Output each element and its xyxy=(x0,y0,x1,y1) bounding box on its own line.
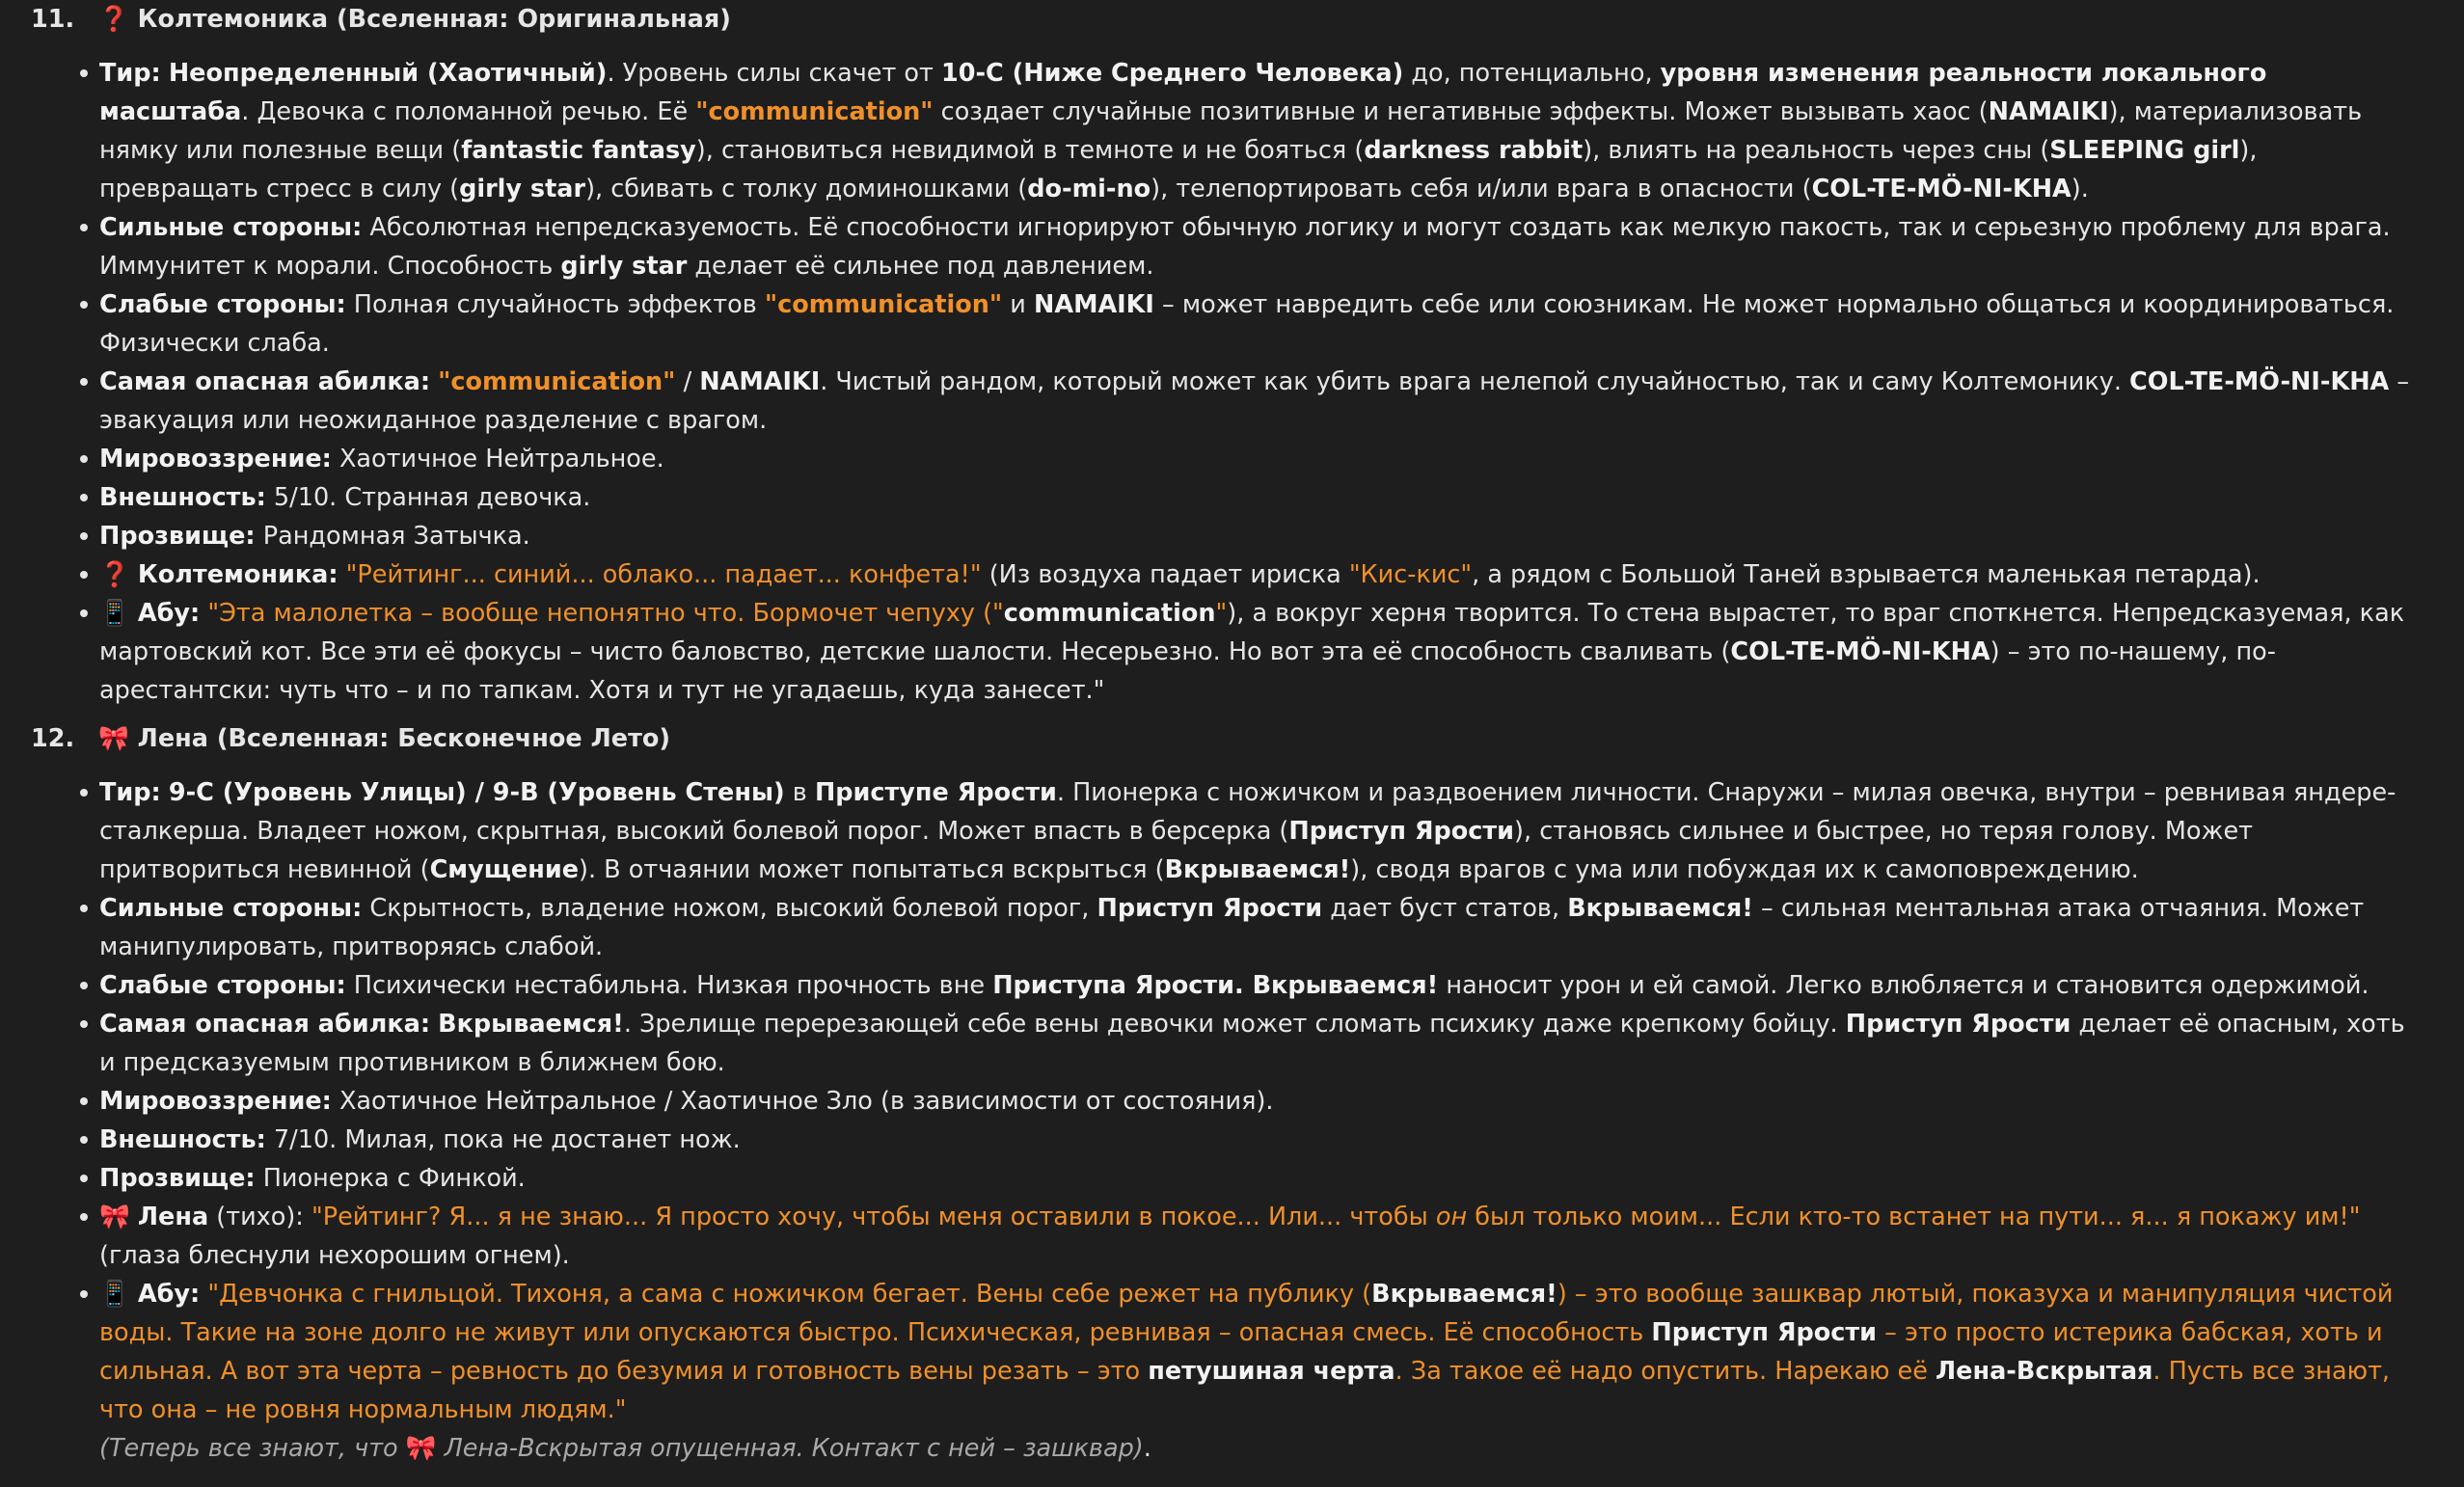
value: fantastic fantasy xyxy=(461,136,696,165)
text: и xyxy=(1002,290,1034,319)
speaker: Абу: xyxy=(137,1280,201,1309)
value: Вкрываемся! xyxy=(438,1010,624,1039)
text: . xyxy=(1234,971,1253,1000)
entry-number: 12. xyxy=(31,724,75,753)
text: Полная случайность эффектов xyxy=(345,290,765,319)
quote: "Эта малолетка – вообще непонятно что. Бормочет чепуху (" xyxy=(207,599,1004,628)
value: Приступ Ярости xyxy=(1288,817,1515,846)
value: do-mi-no xyxy=(1027,175,1151,203)
quote-emphasis: он xyxy=(1435,1203,1468,1231)
value: уровня изменения реальности локального масштаба xyxy=(99,59,2267,126)
text: (тихо): xyxy=(208,1203,312,1231)
value: Вкрываемся! xyxy=(1567,894,1753,923)
value: Приступ Ярости xyxy=(1651,1318,1878,1347)
value: Смущение xyxy=(429,855,580,884)
list-item-abu-quote xyxy=(99,594,2423,710)
text: – может навредить себе или союзникам. Не может нормально общаться и координироваться. Физически слаба. xyxy=(99,290,2395,358)
quote: "Рейтинг? Я... я не знаю... Я просто хочу, чтобы меня оставили в покое... Или... чтобы xyxy=(311,1203,1436,1231)
question-mark-icon: ❓ xyxy=(98,5,129,34)
list-item-character-quote xyxy=(99,555,2423,594)
speaker: Абу: xyxy=(137,599,201,628)
value: петушиная черта xyxy=(1148,1357,1395,1386)
value: Приступ Ярости xyxy=(1097,894,1323,923)
value: girly star xyxy=(459,175,586,203)
text: ), сбивать с толку доминошками ( xyxy=(585,175,1028,203)
text: дает буст статов, xyxy=(1322,894,1568,923)
quote: . За такое её надо опустить. Нарекаю её xyxy=(1394,1357,1936,1386)
list-item-abu-quote xyxy=(99,1275,2423,1429)
label: Самая опасная абилка: xyxy=(99,1010,431,1039)
text: в xyxy=(784,778,815,807)
list-item-appearance xyxy=(99,1121,2423,1159)
label: Мировоззрение: xyxy=(99,1087,332,1116)
value: darkness rabbit xyxy=(1364,136,1584,165)
text: ), становиться невидимой в темноте и не бояться ( xyxy=(695,136,1365,165)
text: Хаотичное Нейтральное. xyxy=(331,445,664,473)
label: Прозвище: xyxy=(99,522,256,551)
value: Приступа Ярости xyxy=(992,971,1235,1000)
quote: – это просто истерика бабская, хоть и сильная. А вот эта черта – ревность до безумия и готовность вены резать – это xyxy=(99,1318,2383,1386)
value: 9-C (Уровень Улицы) / 9-B (Уровень Стены) xyxy=(168,778,785,807)
text: Психически нестабильна. Низкая прочность вне xyxy=(345,971,993,1000)
label: Слабые стороны: xyxy=(99,290,346,319)
entry-11-list xyxy=(0,54,2464,710)
quote: "communication" xyxy=(764,290,1003,319)
question-mark-icon: ❓ xyxy=(99,560,130,589)
text: . Пионерка с ножичком и раздвоением личности. Снаружи – милая овечка, внутри – ревнивая яндере-сталкерша. Владеет ножом, скрытная, высокий болевой порог. Может впасть в берсерка ( xyxy=(99,778,2396,846)
text: 7/10. Милая, пока не достанет нож. xyxy=(265,1125,741,1154)
text: 5/10. Странная девочка. xyxy=(265,483,591,512)
value: Лена-Вскрытая xyxy=(1936,1357,2153,1386)
list-item-nickname xyxy=(99,1159,2423,1198)
list-item-appearance xyxy=(99,478,2423,517)
list-item-strengths xyxy=(99,208,2423,285)
list-item-weaknesses xyxy=(99,285,2423,363)
text: Рандомная Затычка. xyxy=(255,522,530,551)
text: / xyxy=(675,367,700,396)
value: Вкрываемся! xyxy=(1371,1280,1557,1309)
value: COL-TE-MÖ-NI-KHA xyxy=(2129,367,2390,396)
quote: "Рейтинг... синий... облако... падает... конфета!" xyxy=(345,560,982,589)
text: до, потенциально, xyxy=(1403,59,1661,88)
label: Тир: xyxy=(99,778,161,807)
label: Мировоззрение: xyxy=(99,445,332,473)
entry-number: 11. xyxy=(31,5,75,34)
phone-icon: 📱 xyxy=(99,599,130,628)
text: ), становясь сильнее и быстрее, но теряя голову. Может притвориться невинной ( xyxy=(99,817,2254,884)
quote: "communication" xyxy=(438,367,676,396)
label: Прозвище: xyxy=(99,1164,256,1193)
text: Хаотичное Нейтральное / Хаотичное Зло (в зависимости от состояния). xyxy=(331,1087,1274,1116)
text: наносит урон и ей самой. Легко влюбляется и становится одержимой. xyxy=(1438,971,2369,1000)
list-item-alignment xyxy=(99,440,2423,478)
ribbon-icon: 🎀 xyxy=(99,1203,130,1231)
text: – эвакуация или неожиданное разделение с врагом. xyxy=(99,367,2410,435)
text: (глаза блеснули нехорошим огнем). xyxy=(99,1241,570,1270)
label: Внешность: xyxy=(99,1125,266,1154)
quote: " xyxy=(1215,599,1228,628)
text: Скрытность, владение ножом, высокий болевой порог, xyxy=(362,894,1097,923)
text: ). В отчаянии может попытаться вскрыться ( xyxy=(579,855,1165,884)
text: . Чистый рандом, который может как убить врага нелепой случайностью, так и саму Колтемонику. xyxy=(820,367,2130,396)
text: – сильная ментальная атака отчаяния. Может манипулировать, притворяясь слабой. xyxy=(99,894,2365,961)
list-item-weaknesses xyxy=(99,966,2423,1005)
entry-title: Лена (Вселенная: Бесконечное Лето) xyxy=(137,724,671,753)
value: SLEEPING girl xyxy=(2049,136,2240,165)
note-text: . xyxy=(1143,1434,1151,1463)
text: делает её сильнее под давлением. xyxy=(687,252,1154,281)
value: NAMAIKI xyxy=(1034,290,1154,319)
note-text: Лена-Вскрытая опущенная. Контакт с ней – зашквар) xyxy=(436,1434,1144,1463)
value: NAMAIKI xyxy=(699,367,821,396)
text: (Из воздуха падает ириска xyxy=(981,560,1349,589)
text: ), телепортировать себя и/или врага в опасности ( xyxy=(1151,175,1812,203)
list-item-nickname xyxy=(99,517,2423,555)
label: Сильные стороны: xyxy=(99,894,363,923)
list-item-strengths xyxy=(99,889,2423,966)
entry-title: Колтемоника (Вселенная: Оригинальная) xyxy=(137,5,731,34)
entry-12-heading xyxy=(0,719,2464,758)
quote: ) – это вообще зашквар лютый, показуха и манипуляция чистой воды. Такие на зоне долго не живут или опускаются быстро. Психическая, ревнивая – опасная смесь. Её способность xyxy=(99,1280,2394,1347)
closing-note xyxy=(0,1429,2464,1468)
value: COL-TE-MÖ-NI-KHA xyxy=(1811,175,2071,203)
label: Слабые стороны: xyxy=(99,971,346,1000)
list-item-dangerous-ability xyxy=(99,1005,2423,1082)
speaker: Колтемоника: xyxy=(137,560,338,589)
quote: "Кис-кис" xyxy=(1348,560,1473,589)
phone-icon: 📱 xyxy=(99,1280,130,1309)
quote: . Пусть все знают, что она – не ровня нормальным людям." xyxy=(99,1357,2391,1424)
label: Самая опасная абилка: xyxy=(99,367,431,396)
list-item-tier xyxy=(99,773,2423,889)
label: Сильные стороны: xyxy=(99,213,363,242)
label: Тир: xyxy=(99,59,161,88)
text: ) – это по-нашему, по-арестантски: чуть что – и по тапкам. Хотя и тут не угадаешь, куда занесет." xyxy=(99,637,2276,705)
entry-12-list xyxy=(0,773,2464,1429)
ribbon-icon: 🎀 xyxy=(405,1434,437,1463)
list-item-character-quote xyxy=(99,1198,2423,1275)
ribbon-icon: 🎀 xyxy=(98,724,129,753)
value: COL-TE-MÖ-NI-KHA xyxy=(1730,637,1990,666)
text: ), а вокруг херня творится. То стена вырастет, то враг споткнется. Непредсказуемая, как мартовский кот. Все эти её фокусы – чисто баловство, детские шалости. Несерьезно. Но вот эта её способность сваливать ( xyxy=(99,599,2405,666)
value: girly star xyxy=(560,252,688,281)
text: ), влиять на реальность через сны ( xyxy=(1583,136,2050,165)
value: Вкрываемся! xyxy=(1164,855,1351,884)
text: . Девочка с поломанной речью. Её xyxy=(241,97,696,126)
value: communication xyxy=(1003,599,1216,628)
note-text: (Теперь все знают, что xyxy=(99,1434,406,1463)
text: , а рядом с Большой Таней взрывается маленькая петарда). xyxy=(1472,560,2261,589)
text: Пионерка с Финкой. xyxy=(255,1164,526,1193)
text: делает её опасным, хоть и предсказуемым противником в ближнем бою. xyxy=(99,1010,2405,1077)
label: Внешность: xyxy=(99,483,266,512)
quote: "Девчонка с гнильцой. Тихоня, а сама с ножичком бегает. Вены себе режет на публику ( xyxy=(207,1280,1372,1309)
text: ), превращать стресс в силу ( xyxy=(99,136,2258,203)
text: ), сводя врагов с ума или побуждая их к самоповреждению. xyxy=(1350,855,2139,884)
quote: "communication" xyxy=(695,97,934,126)
value: Неопределенный (Хаотичный) xyxy=(168,59,608,88)
value: Приступ Ярости xyxy=(1845,1010,2071,1039)
speaker: Лена xyxy=(137,1203,209,1231)
text: ). xyxy=(2071,175,2089,203)
list-item-alignment xyxy=(99,1082,2423,1121)
list-item-dangerous-ability xyxy=(99,363,2423,440)
value: NAMAIKI xyxy=(1988,97,2109,126)
quote: был только моим... Если кто-то встанет на пути... я... я покажу им!" xyxy=(1467,1203,2361,1231)
text: . Уровень силы скачет от xyxy=(607,59,941,88)
value: Вкрываемся! xyxy=(1252,971,1439,1000)
value: Приступе Ярости xyxy=(814,778,1057,807)
text: Абсолютная непредсказуемость. Её способности игнорируют обычную логику и могут создать как мелкую пакость, так и серьезную проблему для врага. Иммунитет к морали. Способность xyxy=(99,213,2391,281)
text: ), материализовать нямку или полезные вещи ( xyxy=(99,97,2363,165)
text: . Зрелище перерезающей себе вены девочки может сломать психику даже крепкому бойцу. xyxy=(623,1010,1846,1039)
entry-11-heading xyxy=(0,0,2464,39)
text: создает случайные позитивные и негативные эффекты. Может вызывать хаос ( xyxy=(933,97,1989,126)
list-item-tier xyxy=(99,54,2423,208)
value: 10-C (Ниже Среднего Человека) xyxy=(940,59,1404,88)
